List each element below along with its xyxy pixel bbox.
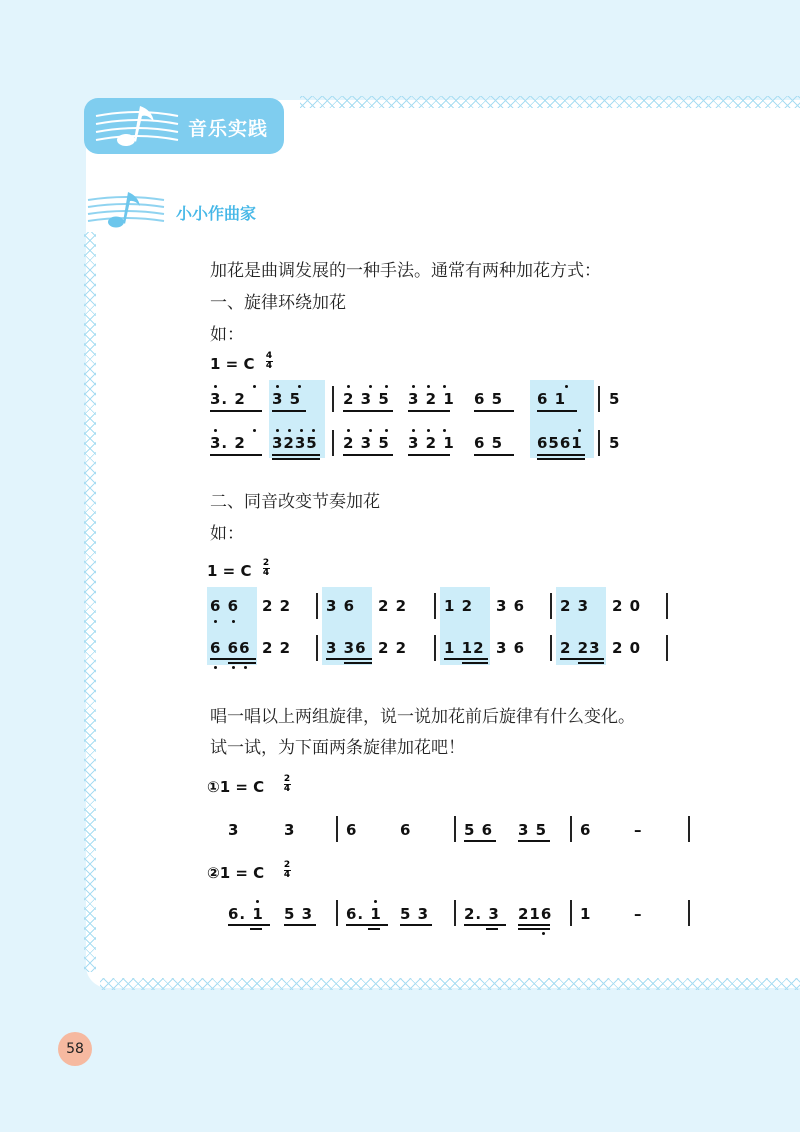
bar-line	[316, 635, 318, 661]
method2-key: 1 = C	[207, 562, 252, 580]
exercise2-time-signature: 2 4	[283, 860, 291, 880]
score-measure: 5	[609, 390, 621, 408]
score-measure: 2 0	[612, 597, 642, 615]
score-measure: 6	[346, 821, 358, 839]
score-measure: 5 6	[464, 821, 494, 839]
instruction-text: 试一试，为下面两条旋律加花吧！	[210, 738, 465, 758]
high-octave-dot	[276, 429, 279, 432]
high-octave-dot	[347, 385, 350, 388]
low-octave-dot	[244, 666, 247, 669]
score-measure: 2. 3	[464, 905, 500, 923]
underline	[537, 410, 577, 412]
score-measure: 3 2 1	[408, 434, 455, 452]
instruction-text: 唱一唱以上两组旋律，说一说加花前后旋律有什么变化。	[210, 707, 635, 727]
underline	[464, 924, 506, 926]
high-octave-dot	[298, 385, 301, 388]
underline	[284, 924, 316, 926]
score-measure: 6	[580, 821, 592, 839]
underline	[408, 454, 450, 456]
low-octave-dot	[232, 620, 235, 623]
music-note-icon	[92, 100, 182, 152]
score-measure: 6 5	[474, 434, 504, 452]
underline	[400, 924, 432, 926]
exercise1-time-signature: 2 4	[283, 774, 291, 794]
score-measure: 3 5	[272, 390, 302, 408]
underline	[518, 840, 550, 842]
score-measure: 6 66	[210, 639, 251, 657]
method1-title: 一、旋律环绕加花	[210, 293, 346, 313]
score-measure: 3	[284, 821, 296, 839]
bar-line	[454, 900, 456, 926]
high-octave-dot	[288, 429, 291, 432]
underline	[518, 928, 550, 930]
banner-title: 音乐实践	[188, 118, 269, 140]
high-octave-dot	[385, 385, 388, 388]
bar-line	[434, 635, 436, 661]
exercise1-key: ①1 = C	[207, 778, 265, 796]
method2-example-label: 如：	[210, 524, 244, 544]
high-octave-dot	[374, 900, 377, 903]
method1-example-label: 如：	[210, 325, 244, 345]
high-octave-dot	[443, 385, 446, 388]
high-octave-dot	[300, 429, 303, 432]
score-measure: 3 36	[326, 639, 367, 657]
underline	[228, 662, 256, 664]
underline	[344, 662, 372, 664]
underline	[444, 658, 488, 660]
bar-line	[550, 635, 552, 661]
underline	[474, 454, 514, 456]
underline	[408, 410, 450, 412]
high-octave-dot	[369, 385, 372, 388]
underline	[560, 658, 604, 660]
high-octave-dot	[385, 429, 388, 432]
bar-line	[332, 430, 334, 456]
content-panel	[86, 100, 800, 988]
score-measure: 2 3 5	[343, 390, 390, 408]
underline	[464, 840, 496, 842]
underline	[343, 410, 393, 412]
score-measure: 3 6	[496, 597, 526, 615]
bar-line	[598, 386, 600, 412]
bar-line	[688, 816, 690, 842]
underline	[462, 662, 488, 664]
high-octave-dot	[253, 385, 256, 388]
high-octave-dot	[412, 385, 415, 388]
score-measure: 6 6	[210, 597, 240, 615]
score-measure: 2 2	[262, 597, 292, 615]
score-measure: 3. 2	[210, 390, 246, 408]
bar-line	[454, 816, 456, 842]
bar-line	[570, 816, 572, 842]
method1-time-signature: 4 4	[265, 351, 273, 371]
high-octave-dot	[214, 385, 217, 388]
bar-line	[336, 816, 338, 842]
underline	[272, 410, 306, 412]
high-octave-dot	[369, 429, 372, 432]
score-measure: 3 6	[496, 639, 526, 657]
underline	[368, 928, 380, 930]
underline	[578, 662, 604, 664]
score-measure: 2 2	[262, 639, 292, 657]
decorative-border-left	[84, 232, 96, 972]
score-measure: 2 3	[560, 597, 590, 615]
score-measure: 1	[580, 905, 592, 923]
underline	[343, 454, 393, 456]
high-octave-dot	[443, 429, 446, 432]
underline	[326, 658, 372, 660]
high-octave-dot	[578, 429, 581, 432]
method1-key: 1 = C	[210, 355, 255, 373]
low-octave-dot	[214, 666, 217, 669]
score-measure: 3235	[272, 434, 318, 452]
high-octave-dot	[347, 429, 350, 432]
bar-line	[336, 900, 338, 926]
page-number: 58	[58, 1032, 92, 1066]
score-measure: 2 0	[612, 639, 642, 657]
score-measure: 3 6	[326, 597, 356, 615]
exercise2-key: ②1 = C	[207, 864, 265, 882]
high-octave-dot	[312, 429, 315, 432]
score-measure: 3	[228, 821, 240, 839]
high-octave-dot	[214, 429, 217, 432]
score-measure: 2 2	[378, 597, 408, 615]
high-octave-dot	[427, 429, 430, 432]
bar-line	[598, 430, 600, 456]
bar-line	[332, 386, 334, 412]
intro-text: 加花是曲调发展的一种手法。通常有两种加花方式：	[210, 261, 601, 281]
underline	[537, 458, 585, 460]
score-measure: 216	[518, 905, 553, 923]
high-octave-dot	[565, 385, 568, 388]
score-measure: 6. 1	[228, 905, 264, 923]
low-octave-dot	[214, 620, 217, 623]
music-note-icon	[86, 188, 166, 232]
high-octave-dot	[412, 429, 415, 432]
underline	[228, 924, 270, 926]
bar-line	[688, 900, 690, 926]
bar-line	[666, 635, 668, 661]
bar-line	[570, 900, 572, 926]
bar-line	[550, 593, 552, 619]
score-measure: 2 2	[378, 639, 408, 657]
score-measure: 6561	[537, 434, 583, 452]
low-octave-dot	[542, 932, 545, 935]
underline	[518, 924, 550, 926]
underline	[210, 410, 262, 412]
high-octave-dot	[253, 429, 256, 432]
high-octave-dot	[256, 900, 259, 903]
score-measure: 2 23	[560, 639, 601, 657]
low-octave-dot	[232, 666, 235, 669]
score-measure: 6 1	[537, 390, 567, 408]
underline	[486, 928, 498, 930]
score-measure: 6. 1	[346, 905, 382, 923]
score-measure: 6	[400, 821, 412, 839]
score-measure: 6 5	[474, 390, 504, 408]
score-measure: 1 12	[444, 639, 485, 657]
high-octave-dot	[276, 385, 279, 388]
score-measure: 5 3	[400, 905, 430, 923]
bar-line	[316, 593, 318, 619]
score-measure: –	[634, 821, 643, 839]
underline	[210, 454, 262, 456]
underline	[272, 454, 320, 456]
score-measure: 3 2 1	[408, 390, 455, 408]
underline	[210, 658, 256, 660]
decorative-border-top	[300, 96, 800, 108]
high-octave-dot	[427, 385, 430, 388]
underline	[474, 410, 514, 412]
method2-time-signature: 2 4	[262, 558, 270, 578]
bar-line	[434, 593, 436, 619]
score-measure: 2 3 5	[343, 434, 390, 452]
underline	[537, 454, 585, 456]
underline	[250, 928, 262, 930]
method2-title: 二、同音改变节奏加花	[210, 492, 380, 512]
underline	[346, 924, 388, 926]
decorative-border-bottom	[100, 978, 800, 990]
underline	[272, 458, 320, 460]
score-measure: 3 5	[518, 821, 548, 839]
score-measure: 5 3	[284, 905, 314, 923]
score-measure: –	[634, 905, 643, 923]
score-measure: 5	[609, 434, 621, 452]
bar-line	[666, 593, 668, 619]
section-subtitle: 小小作曲家	[176, 204, 257, 223]
score-measure: 3. 2	[210, 434, 246, 452]
score-measure: 1 2	[444, 597, 474, 615]
